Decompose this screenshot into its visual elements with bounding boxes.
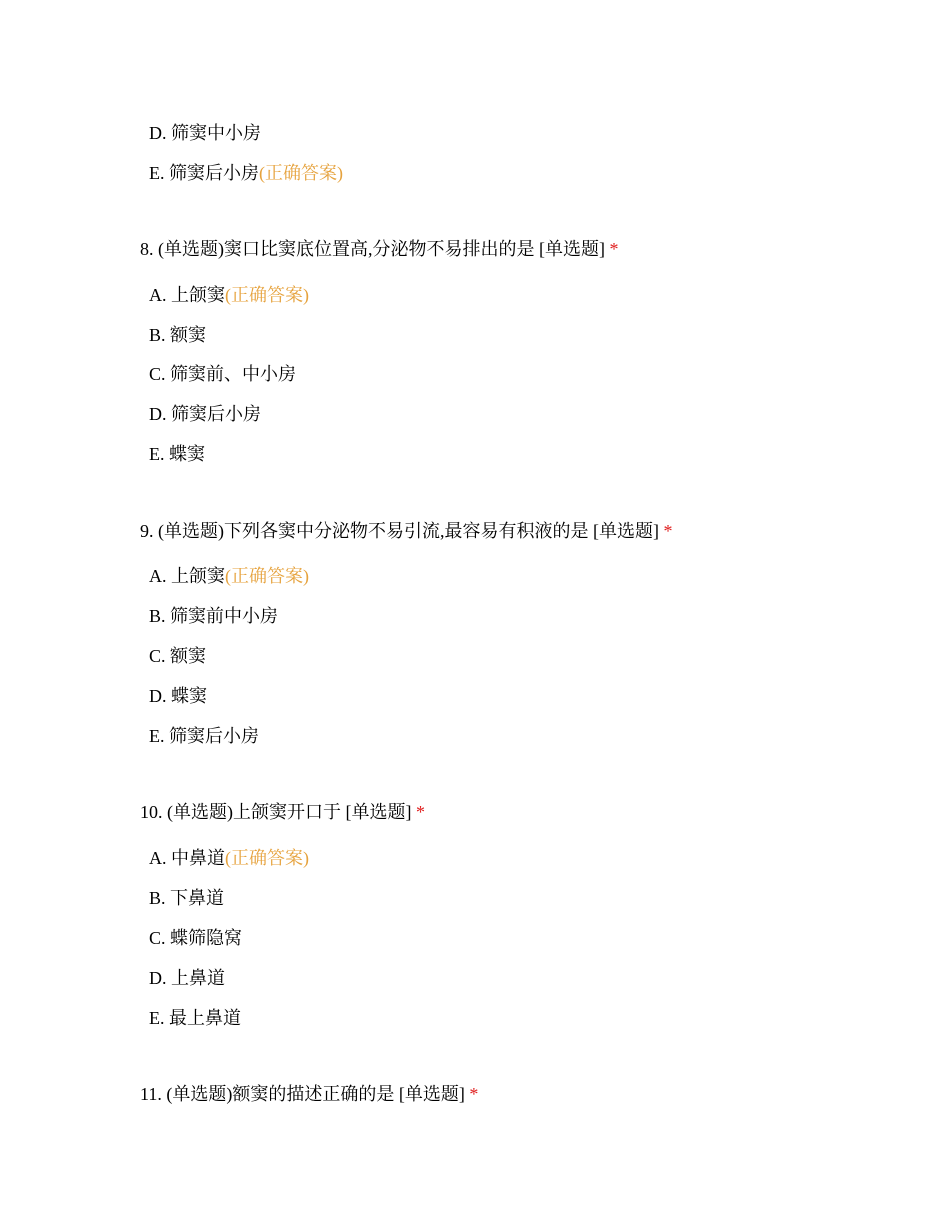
option-item: [149, 161, 343, 185]
correct-answer-mark: (正确答案): [225, 285, 309, 305]
required-mark: *: [415, 802, 425, 822]
question-title: [140, 800, 425, 824]
option-label: D. 筛窦中小房: [149, 123, 261, 143]
option-label: D. 筛窦后小房: [149, 404, 261, 424]
question-text: 11. (单选题)额窦的描述正确的是 [单选题]: [140, 1084, 465, 1104]
option-item: [149, 966, 225, 990]
option-item: [149, 362, 296, 386]
option-item: [149, 846, 309, 870]
correct-answer-mark: (正确答案): [259, 163, 343, 183]
option-label: B. 下鼻道: [149, 888, 225, 908]
option-item: [149, 442, 205, 466]
question-text: 9. (单选题)下列各窦中分泌物不易引流,最容易有积液的是 [单选题]: [140, 521, 659, 541]
option-item: [149, 1006, 241, 1030]
option-label: E. 蝶窦: [149, 444, 205, 464]
question-title: [140, 237, 618, 261]
option-item: [149, 121, 261, 145]
option-label: D. 上鼻道: [149, 968, 225, 988]
option-label: A. 中鼻道: [149, 848, 225, 868]
option-item: [149, 644, 206, 668]
option-label: C. 蝶筛隐窝: [149, 928, 243, 948]
required-mark: *: [609, 239, 619, 259]
correct-answer-mark: (正确答案): [225, 566, 309, 586]
question-text: 10. (单选题)上颌窦开口于 [单选题]: [140, 802, 412, 822]
required-mark: *: [469, 1084, 479, 1104]
question-title: [140, 519, 672, 543]
option-item: [149, 724, 259, 748]
option-label: B. 额窦: [149, 325, 207, 345]
option-item: [149, 564, 309, 588]
option-item: [149, 283, 309, 307]
option-item: [149, 886, 224, 910]
question-text: 8. (单选题)窦口比窦底位置高,分泌物不易排出的是 [单选题]: [140, 239, 605, 259]
question-title: [140, 1082, 478, 1106]
required-mark: *: [663, 521, 673, 541]
option-item: [149, 402, 261, 426]
option-item: [149, 323, 206, 347]
option-label: E. 最上鼻道: [149, 1008, 241, 1028]
option-item: [149, 684, 207, 708]
option-label: C. 筛窦前、中小房: [149, 364, 297, 384]
option-label: D. 蝶窦: [149, 686, 207, 706]
option-label: B. 筛窦前中小房: [149, 606, 279, 626]
option-label: E. 筛窦后小房: [149, 163, 259, 183]
option-label: A. 上颌窦: [149, 285, 225, 305]
correct-answer-mark: (正确答案): [225, 848, 309, 868]
option-item: [149, 604, 278, 628]
option-item: [149, 926, 242, 950]
option-label: A. 上颌窦: [149, 566, 225, 586]
option-label: E. 筛窦后小房: [149, 726, 259, 746]
option-label: C. 额窦: [149, 646, 207, 666]
